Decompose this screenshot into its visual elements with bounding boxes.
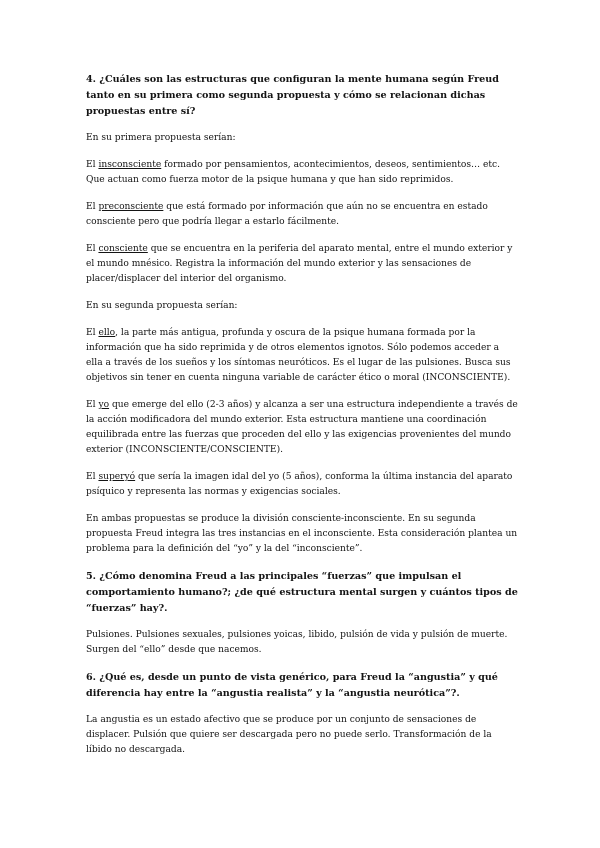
document-body <box>86 72 518 770</box>
paragraph-inconsciente <box>86 158 518 188</box>
term-inconsciente: insconsciente <box>98 160 162 170</box>
definition-text: que está formado por información que aún no se encuentra en estado consciente pero que podría llegar a estarlo fácilmente. <box>86 202 488 227</box>
paragraph-preconsciente <box>86 200 518 230</box>
first-proposal-intro: En su primera propuesta serían: <box>86 133 236 143</box>
paragraph-consciente <box>86 242 518 287</box>
definition-text: formado por pensamientos, acontecimientos, deseos, sentimientos… etc. Que actuan como fuerza motor de la psique humana y que han sido reprimidos. <box>86 160 501 185</box>
paragraph-yo <box>86 398 518 458</box>
term-ello: ello <box>98 328 116 338</box>
prefix-text: El <box>86 160 99 170</box>
question-5: 5. ¿Cómo denomina Freud a las principales “fuerzas” que impulsan el comportamiento humano?; ¿de qué estructura mental surgen y cuántos tipos de “fuerzas” hay?. <box>86 571 518 614</box>
term-consciente: consciente <box>98 244 148 254</box>
prefix-text: El <box>86 472 99 482</box>
question-6: 6. ¿Qué es, desde un punto de vista genérico, para Freud la “angustia” y qué diferencia hay entre la “angustia realista” y la “angustia neurótica”?. <box>86 672 498 699</box>
prefix-text: El <box>86 400 99 410</box>
paragraph-ello <box>86 326 518 386</box>
answer-6: La angustia es un estado afectivo que se produce por un conjunto de sensaciones de displacer. Pulsión que quiere ser descargada pero no puede serlo. Transformación de la líbido no descargada. <box>86 715 492 755</box>
definition-text: que sería la imagen idal del yo (5 años), conforma la última instancia del aparato psíquico y representa las normas y exigencias sociales. <box>86 472 513 497</box>
paragraph-superyo <box>86 470 518 500</box>
paragraph-both-proposals: En ambas propuestas se produce la división consciente-inconsciente. En su segunda propuesta Freud integra las tres instancias en el inconsciente. Esta consideración plantea un problema para la definición del “yo” y la del “inconsciente”. <box>86 514 518 554</box>
prefix-text: El <box>86 328 99 338</box>
term-preconsciente: preconsciente <box>98 202 164 212</box>
prefix-text: El <box>86 244 99 254</box>
second-proposal-intro: En su segunda propuesta serían: <box>86 301 238 311</box>
term-yo: yo <box>98 400 110 410</box>
answer-5: Pulsiones. Pulsiones sexuales, pulsiones yoicas, libido, pulsión de vida y pulsión de muerte. Surgen del “ello” desde que nacemos. <box>86 630 508 655</box>
definition-text: que se encuentra en la periferia del aparato mental, entre el mundo exterior y el mundo mnésico. Registra la información del mundo exterior y las sensaciones de placer/displacer del interior del organismo. <box>86 244 513 284</box>
definition-text: que emerge del ello (2-3 años) y alcanza a ser una estructura independiente a través de la acción modificadora del mundo exterior. Esta estructura mantiene una coordinación equilibrada entre las fuerzas que proceden del ello y las exigencias provenientes del mundo exterior (INCONSCIENTE/CONSCIENTE). <box>86 400 518 455</box>
definition-text: , la parte más antigua, profunda y oscura de la psique humana formada por la información que ha sido reprimida y de otros elementos ignotos. Sólo podemos acceder a ella a través de los sueños y los síntomas neuróticos. Es el lugar de las pulsiones. Busca sus objetivos sin tener en cuenta ninguna variable de carácter ético o moral (INCONSCIENTE). <box>86 328 511 383</box>
prefix-text: El <box>86 202 99 212</box>
term-superyo: superyó <box>98 472 136 482</box>
question-4: 4. ¿Cuáles son las estructuras que configuran la mente humana según Freud tanto en su primera como segunda propuesta y cómo se relacionan dichas propuestas entre sí? <box>86 74 499 117</box>
